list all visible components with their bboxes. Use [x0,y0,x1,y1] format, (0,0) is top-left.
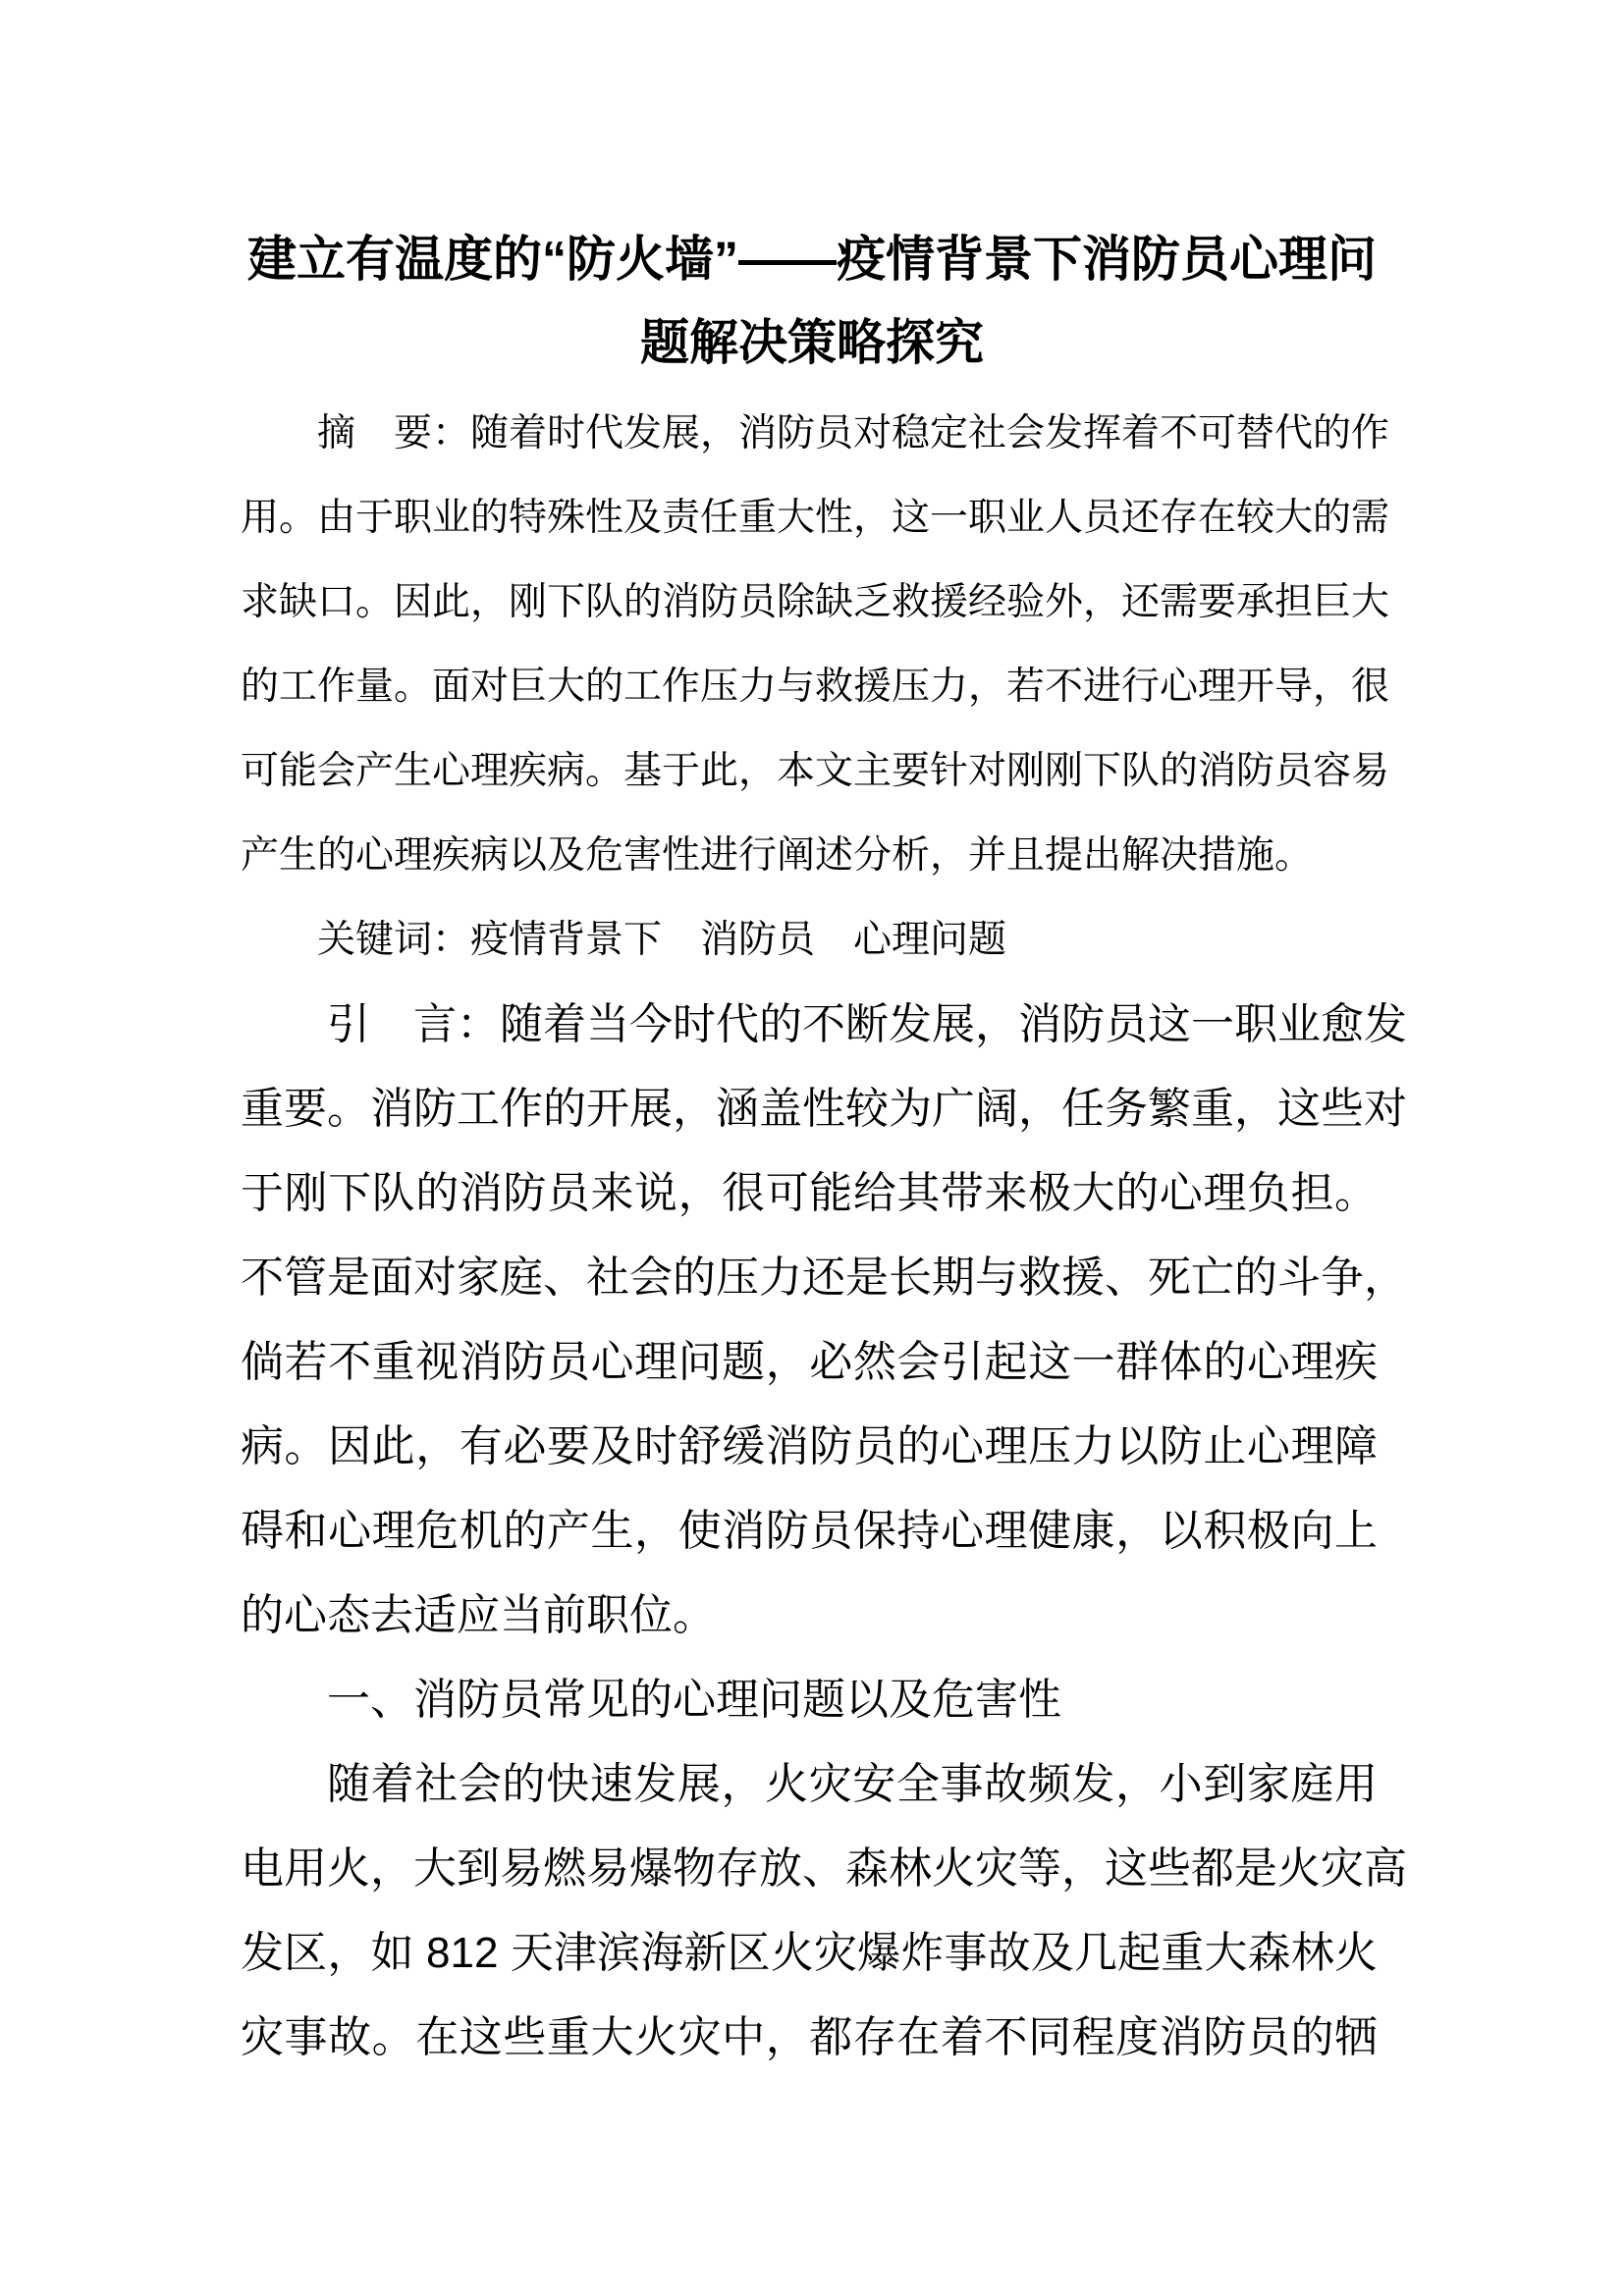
text-line: 可能会产生心理疾病。基于此，本文主要针对刚刚下队的消防员容易 [241,750,1390,792]
text-line: 灾事故。在这些重大火灾中，都存在着不同程度消防员的牺 [241,2013,1378,2061]
text-line: 不管是面对家庭、社会的压力还是长期与救援、死亡的斗争， [241,1254,1407,1302]
text-line: 的心态去适应当前职位。 [241,1591,716,1639]
text-line: 倘若不重视消防员心理问题，必然会引起这一群体的心理疾 [241,1338,1378,1386]
text-line: 病。因此，有必要及时舒缓消防员的心理压力以防止心理障 [241,1422,1378,1470]
text-line: 重要。消防工作的开展，涵盖性较为广阔，任务繁重，这些对 [241,1085,1407,1133]
heading-block [241,1658,1378,1742]
text-line: 发区，如 812 天津滨海新区火灾爆炸事故及几起重大森林火 [241,1929,1378,1977]
text-line: 摘 要：随着时代发展，消防员对稳定社会发挥着不可替代的作 [317,412,1390,454]
text-line: 于刚下队的消防员来说，很可能给其带来极大的心理负担。 [241,1169,1378,1217]
title-line-1: 建立有温度的“防火墙”——疫情背景下消防员心理问 [247,232,1377,287]
paragraph-block [241,1742,1407,2080]
text-line: 产生的心理疾病以及危害性进行阐述分析，并且提出解决措施。 [241,834,1314,877]
keywords-block [241,898,1378,983]
document-body [241,392,1407,2080]
intro-block [241,983,1407,1658]
text-line: 关键词：疫情背景下 消防员 心理问题 [317,919,1007,961]
text-line: 电用火，大到易燃易爆物存放、森林火灾等，这些都是火灾高 [241,1844,1407,1893]
abstract-block [241,392,1390,898]
text-line: 的工作量。面对巨大的工作压力与救援压力，若不进行心理开导，很 [241,666,1390,708]
text-line: 碍和心理危机的产生，使消防员保持心理健康，以积极向上 [241,1507,1378,1555]
text-line: 用。由于职业的特殊性及责任重大性，这一职业人员还存在较大的需 [241,497,1390,539]
text-line: 一、消防员常见的心理问题以及危害性 [327,1676,1061,1724]
document-title [244,218,1380,385]
text-line: 求缺口。因此，刚下队的消防员除缺乏救援经验外，还需要承担巨大 [241,581,1390,623]
text-line: 引 言：随着当今时代的不断发展，消防员这一职业愈发 [327,1000,1407,1048]
title-line-2: 题解决策略探究 [640,315,984,370]
text-line: 随着社会的快速发展，火灾安全事故频发，小到家庭用 [327,1760,1378,1808]
